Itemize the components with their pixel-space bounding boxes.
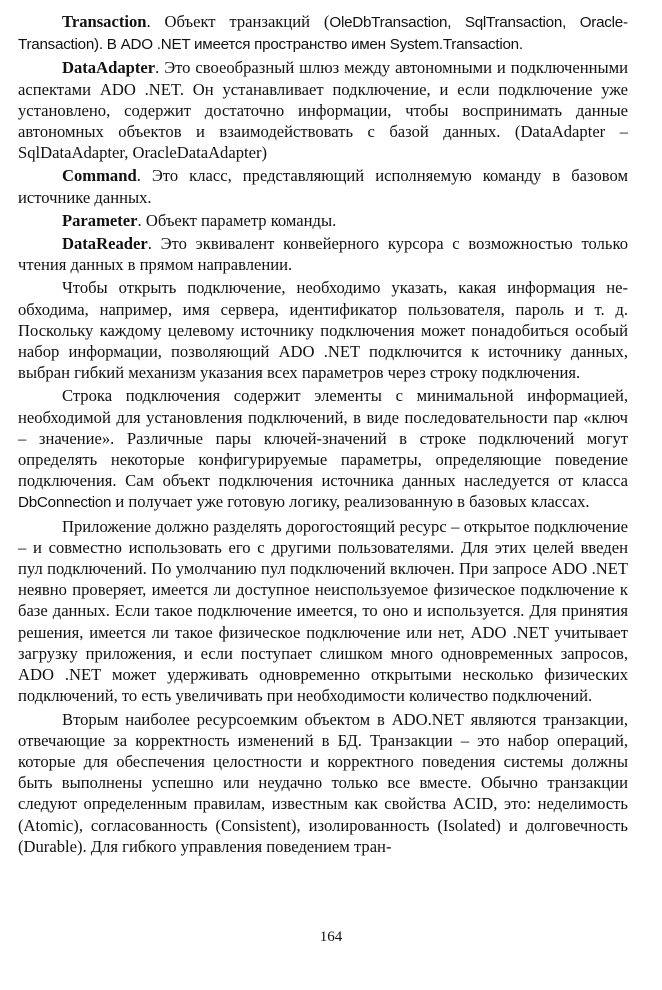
paragraph-command (18, 165, 628, 207)
paragraph-text: . Это класс, представляющий исполняемую команду в базовом источнике данных. (18, 166, 628, 207)
paragraph-text: Вторым наиболее ресурсоемким объектом в ADO.NET являются транзакции, отвечающие за корректность изменений в БД. Транзакции – это набор операций, которые для обеспечения целостности и корректного поведения системы должны быть выполнены успешно или неудачно только все вместе. Обычно транзакции следуют определенным правилам, известным как свойства ACID, это: неделимость (Atomic), согласованность (Consistent), изолированность (Isolated) и долговечность (Durable). Для гибкого управления поведением тран- (18, 709, 628, 856)
paragraph-connection-string (18, 385, 628, 513)
paragraph-text: . Объект параметр команды. (137, 210, 337, 230)
code-dbconnection: DbConnection (18, 494, 112, 512)
paragraph-text: . Это эквивалент конвейерного курсора с возможностью только чтения данных в прямом направлении. (18, 234, 628, 275)
paragraph-text: . Это своеобразный шлюз между автономными и подключенными аспектами ADO .NET. Он устанавливает подключение, и если подключение уже установлено, содержит достаточно информации, чтобы воспринимать данные автономных объектов и взаимодействовать с базой данных. (DataAdapter – SqlDataAdapter, OracleDataAdapter) (18, 58, 628, 163)
paragraph-connection-pool (18, 516, 628, 707)
page-body (18, 11, 628, 859)
class-names-text: OleDbTransaction, SqlTransaction, OracleTransaction). В ADO .NET имеется пространство имен System.Transaction. (18, 14, 628, 54)
term-datareader: DataReader (62, 234, 148, 254)
paragraph-text: . Объект транзакций ( (146, 12, 330, 31)
paragraph-dataadapter (18, 57, 628, 163)
paragraph-parameter (18, 210, 628, 231)
paragraph-text: Строка подключения содержит элементы с минимальной информацией, необходимой для установления подключений, в виде последовательности пар «ключ – значение». Различные пары ключей-значений в строке подключений могут определять некоторые конфигурируемые параметры, определяющие поведение подключения. Сам объект подключения источника данных наследуется от класса (18, 386, 628, 491)
paragraph-datareader (18, 233, 628, 275)
paragraph-text: Приложение должно разделять дорогостоящий ресурс – открытое подключение – и совместно использовать его с другими пользователями. Для этих целей введен пул подключений. По умолчанию пул подключений включен. При запросе ADO .NET неявно проверяет, имеется ли доступное неиспользуемое физическое подключение к базе данных. Если такое подключение имеется, то оно и используется. Для принятия решения, имеется ли такое физическое подключение или нет, ADO .NET учитывает загрузку приложения, и если поступает слишком много одновременных запросов, ADO .NET может удерживать одновременно открытыми несколько физических подключений, то есть увеличивать при необходимости количество подключений. (18, 516, 628, 706)
paragraph-transaction (18, 11, 628, 55)
term-dataadapter: DataAdapter (62, 58, 156, 78)
paragraph-text: и получает уже готовую логику, реализованную в базовых классах. (111, 492, 590, 512)
paragraph-transactions (18, 709, 628, 857)
term-transaction: Transaction (62, 12, 147, 31)
paragraph-connection-open (18, 277, 628, 383)
term-command: Command (62, 166, 137, 186)
page-number: 164 (319, 929, 343, 945)
term-parameter: Parameter (62, 210, 138, 230)
paragraph-text: Чтобы открыть подключение, необходимо указать, какая информация необходима, например, имя сервера, идентификатор пользователя, пароль и т. д. Поскольку каждому целевому источнику подключения может понадобиться особый набор информации, позволяющий ADO .NET подключится к источнику данных, выбран гибкий механизм указания всех параметров через строку подключения. (18, 278, 628, 383)
